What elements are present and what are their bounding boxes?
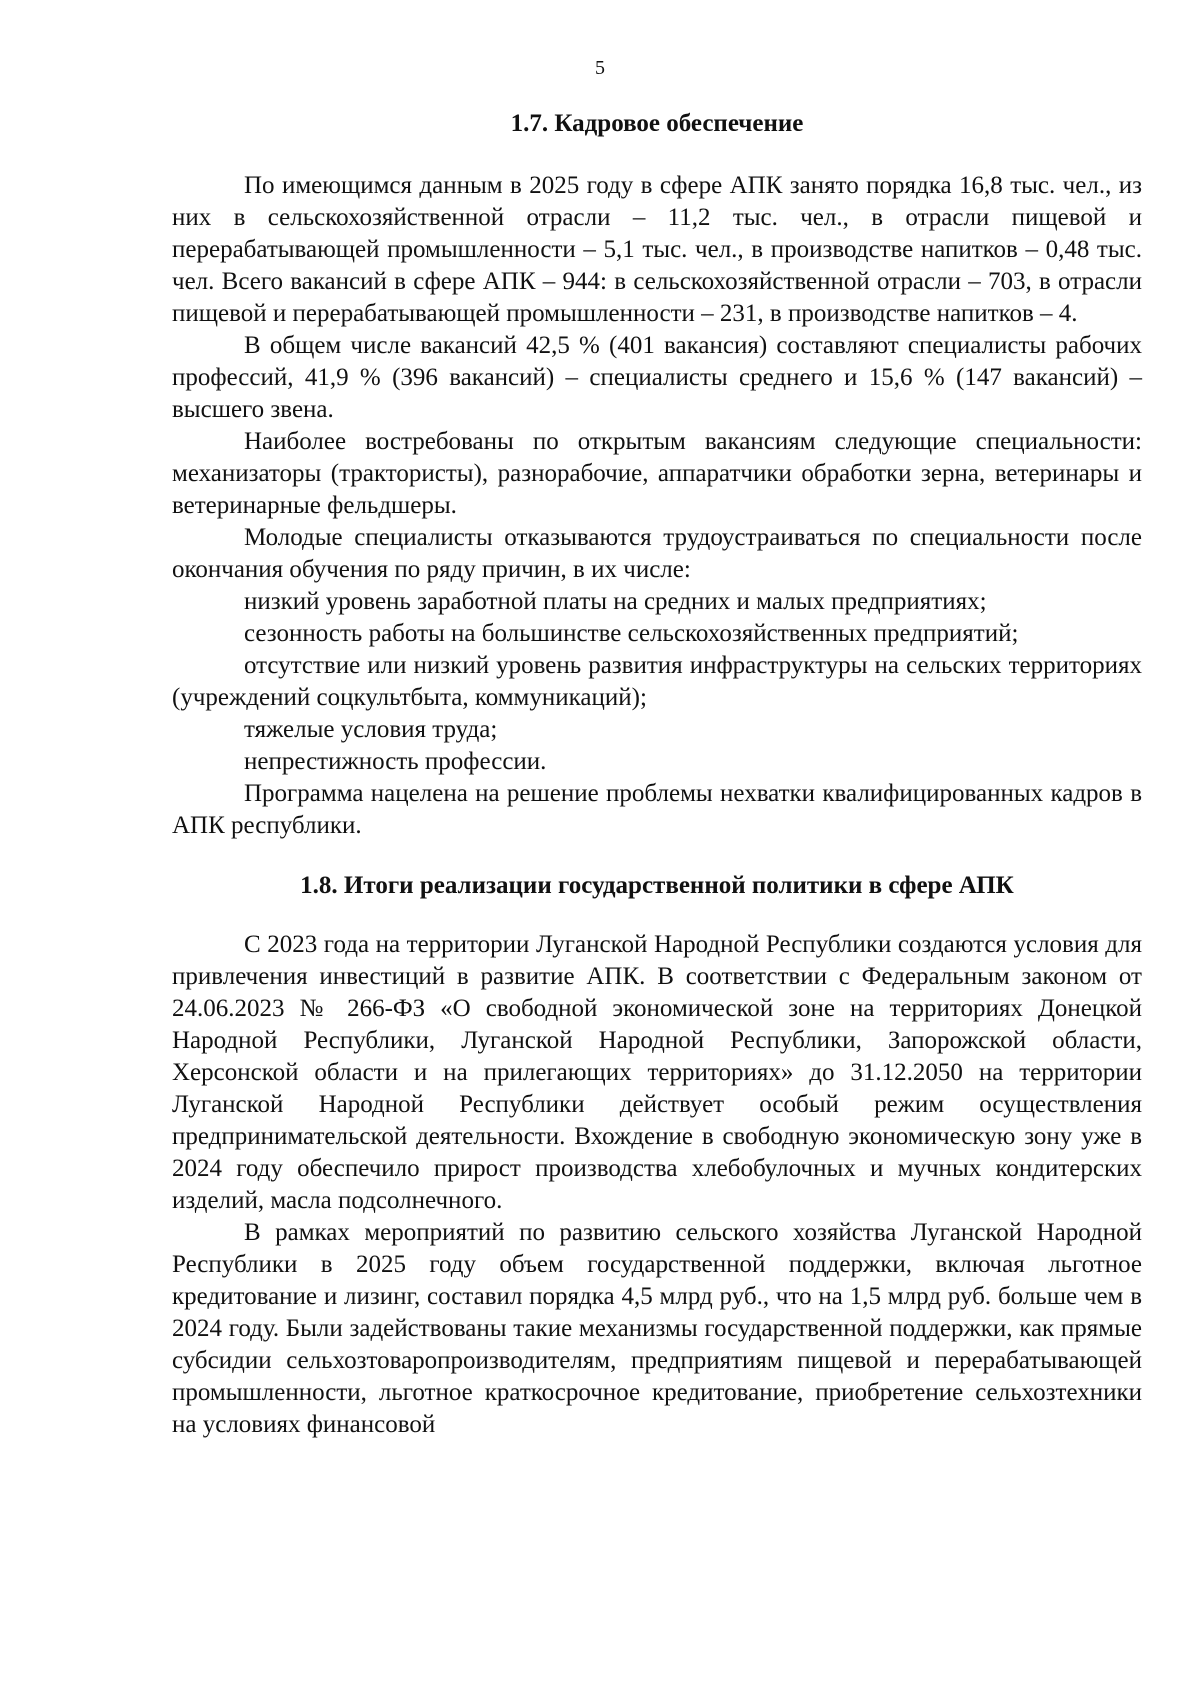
page-number: 5 [595,57,605,79]
paragraph-program-goal: Программа нацелена на решение проблемы нехватки квалифицированных кадров в АПК республики. [172,780,1142,839]
paragraph-vacancy-structure: В общем числе вакансий 42,5 % (401 вакансия) составляют специалисты рабочих профессий, 41,9 % (396 вакансий) – специалисты среднего и 15,6 % (147 вакансий) – высшего звена. [172,332,1142,423]
list-item-infrastructure: отсутствие или низкий уровень развития инфраструктуры на сельских территориях (учреждений соцкультбыта, коммуникаций); [172,652,1142,711]
list-item-working-conditions: тяжелые условия труда; [244,716,498,743]
paragraph-young-specialists: Молодые специалисты отказываются трудоустраиваться по специальности после окончания обучения по ряду причин, в их числе: [172,524,1142,583]
paragraph-demanded-specialties: Наиболее востребованы по открытым вакансиям следующие специальности: механизаторы (трактористы), разнорабочие, аппаратчики обработки зерна, ветеринары и ветеринарные фельдшеры. [172,428,1142,519]
section-title-policy-results: 1.8. Итоги реализации государственной политики в сфере АПК [300,872,1014,899]
paragraph-employment-stats: По имеющимся данным в 2025 году в сфере АПК занято порядка 16,8 тыс. чел., из них в сельскохозяйственной отрасли – 11,2 тыс. чел., в отрасли пищевой и перерабатывающей промышленности – 5,1 тыс. чел., в производстве напитков – 0,48 тыс. чел. Всего вакансий в сфере АПК – 944: в сельскохозяйственной отрасли – 703, в отрасли пищевой и перерабатывающей промышленности – 231, в производстве напитков – 4. [172,172,1142,327]
paragraph-state-support: В рамках мероприятий по развитию сельского хозяйства Луганской Народной Республики в 2025 году объем государственной поддержки, включая льготное кредитование и лизинг, составил порядка 4,5 млрд руб., что на 1,5 млрд руб. больше чем в 2024 году. Были задействованы такие механизмы государственной поддержки, как прямые субсидии сельхозтоваропроизводителям, предприятиям пищевой и перерабатывающей промышленности, льготное краткосрочное кредитование, приобретение сельхозтехники на условиях финансовой [172,1219,1142,1438]
list-item-seasonality: сезонность работы на большинстве сельскохозяйственных предприятий; [244,620,1019,647]
list-item-prestige: непрестижность профессии. [244,748,547,775]
paragraph-free-economic-zone: С 2023 года на территории Луганской Народной Республики создаются условия для привлечения инвестиций в развитие АПК. В соответствии с Федеральным законом от 24.06.2023 № 266-ФЗ «О свободной экономической зоне на территориях Донецкой Народной Республики, Луганской Народной Республики, Запорожской области, Херсонской области и на прилегающих территориях» до 31.12.2050 на территории Луганской Народной Республики действует особый режим осуществления предпринимательской деятельности. Вхождение в свободную экономическую зону уже в 2024 году обеспечило прирост производства хлебобулочных и мучных кондитерских изделий, масла подсолнечного. [172,931,1142,1214]
document-body [172,108,1142,1441]
list-item-low-wages: низкий уровень заработной платы на средних и малых предприятиях; [244,588,987,615]
section-title-staffing: 1.7. Кадровое обеспечение [510,110,804,137]
